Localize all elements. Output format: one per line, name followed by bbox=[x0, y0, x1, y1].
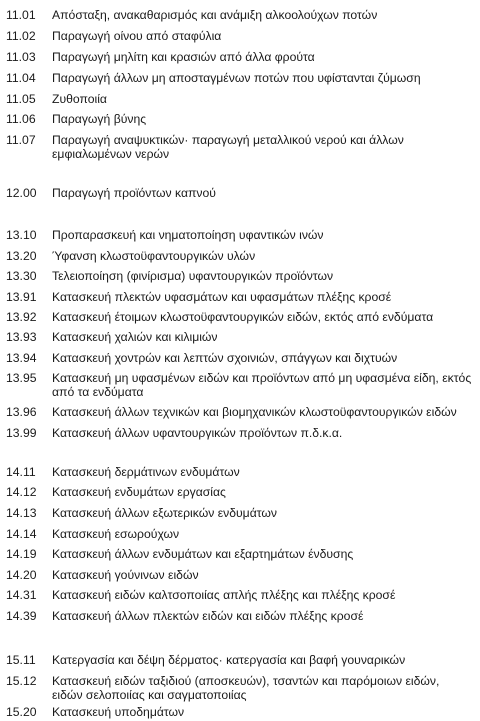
entry-description: Κατασκευή άλλων τεχνικών και βιομηχανικών κλωστοϋφαντουργικών ειδών bbox=[52, 405, 457, 419]
entry-description: Κατασκευή ενδυμάτων εργασίας bbox=[52, 485, 226, 499]
entry-description: Κατασκευή άλλων ενδυμάτων και εξαρτημάτων ένδυσης bbox=[52, 547, 354, 561]
entry-code: 15.11 bbox=[6, 653, 36, 667]
entry-code: 15.20 bbox=[6, 705, 37, 719]
entry-description: Παραγωγή οίνου από σταφύλια bbox=[52, 29, 222, 43]
entry-description: Κατασκευή χοντρών και λεπτών σχοινιών, σπάγγων και διχτυών bbox=[52, 351, 398, 365]
entry-description: Παραγωγή άλλων μη αποσταγμένων ποτών που υφίστανται ζύμωση bbox=[52, 71, 421, 85]
entry-description: Κατασκευή έτοιμων κλωστοϋφαντουργικών ειδών, εκτός από ενδύματα bbox=[52, 310, 434, 324]
entry-description: Κατασκευή υποδημάτων bbox=[52, 705, 185, 719]
entry-description: Κατασκευή άλλων πλεκτών ειδών και ειδών πλέξης κροσέ bbox=[52, 609, 364, 623]
entry-description: Κατασκευή χαλιών και κιλιμιών bbox=[52, 330, 218, 344]
entry-code: 13.95 bbox=[6, 371, 37, 385]
entry-description: Παραγωγή αναψυκτικών· παραγωγή μεταλλικού νερού και άλλων εμφιαλωμένων νερών bbox=[52, 133, 404, 161]
entry-description: Απόσταξη, ανακαθαρισμός και ανάμιξη αλκοολούχων ποτών bbox=[52, 8, 378, 22]
entry-code: 14.13 bbox=[6, 506, 37, 520]
entry-code: 13.94 bbox=[6, 351, 37, 365]
entry-code: 13.91 bbox=[6, 290, 37, 304]
entry-description: Κατεργασία και δέψη δέρματος· κατεργασία και βαφή γουναρικών bbox=[52, 653, 406, 667]
entry-description: Κατασκευή άλλων υφαντουργικών προϊόντων π.δ.κ.α. bbox=[52, 426, 343, 440]
entry-code: 14.14 bbox=[6, 527, 37, 541]
entry-description: Κατασκευή εσωρούχων bbox=[52, 527, 180, 541]
entry-code: 13.92 bbox=[6, 310, 37, 324]
entry-description: Κατασκευή ειδών καλτσοποιίας απλής πλέξης και πλέξης κροσέ bbox=[52, 588, 396, 602]
entry-code: 13.20 bbox=[6, 249, 37, 263]
entry-code: 14.11 bbox=[6, 465, 36, 479]
entry-code: 12.00 bbox=[6, 186, 37, 200]
entry-description: Κατασκευή πλεκτών υφασμάτων και υφασμάτων πλέξης κροσέ bbox=[52, 290, 392, 304]
entry-code: 14.20 bbox=[6, 568, 37, 582]
entry-description: Τελειοποίηση (φινίρισμα) υφαντουργικών προϊόντων bbox=[52, 269, 334, 283]
entry-description: Ύφανση κλωστοϋφαντουργικών υλών bbox=[52, 249, 256, 263]
entry-code: 15.12 bbox=[6, 674, 37, 688]
entry-description: Κατασκευή ειδών ταξιδιού (αποσκευών), τσαντών και παρόμοιων ειδών, ειδών σελοποιίας και σαγματοποιίας bbox=[52, 674, 440, 702]
entry-description: Κατασκευή μη υφασμένων ειδών και προϊόντων από μη υφασμένα είδη, εκτός από τα ενδύματα bbox=[52, 371, 472, 399]
entry-code: 13.99 bbox=[6, 426, 37, 440]
entry-code: 14.12 bbox=[6, 485, 37, 499]
entry-code: 11.06 bbox=[6, 112, 36, 126]
entry-code: 14.31 bbox=[6, 588, 37, 602]
entry-description: Ζυθοποιία bbox=[52, 92, 107, 106]
entry-code: 11.04 bbox=[6, 71, 36, 85]
entry-description: Κατασκευή δερμάτινων ενδυμάτων bbox=[52, 465, 240, 479]
entry-description: Παραγωγή προϊόντων καπνού bbox=[52, 186, 216, 200]
entry-description: Παραγωγή βύνης bbox=[52, 112, 147, 126]
entry-code: 11.07 bbox=[6, 133, 36, 147]
entry-description: Κατασκευή γούνινων ειδών bbox=[52, 568, 199, 582]
entry-code: 13.30 bbox=[6, 269, 37, 283]
entry-code: 13.93 bbox=[6, 330, 37, 344]
entry-description: Κατασκευή άλλων εξωτερικών ενδυμάτων bbox=[52, 506, 277, 520]
entry-code: 13.96 bbox=[6, 405, 37, 419]
entry-code: 14.19 bbox=[6, 547, 37, 561]
entry-code: 11.03 bbox=[6, 50, 36, 64]
entry-code: 11.02 bbox=[6, 29, 36, 43]
entry-code: 11.01 bbox=[6, 8, 36, 22]
entry-code: 11.05 bbox=[6, 92, 36, 106]
entry-description: Προπαρασκευή και νηματοποίηση υφαντικών ινών bbox=[52, 228, 324, 242]
entry-code: 13.10 bbox=[6, 228, 37, 242]
entry-description: Παραγωγή μηλίτη και κρασιών από άλλα φρούτα bbox=[52, 50, 315, 64]
entry-code: 14.39 bbox=[6, 609, 37, 623]
